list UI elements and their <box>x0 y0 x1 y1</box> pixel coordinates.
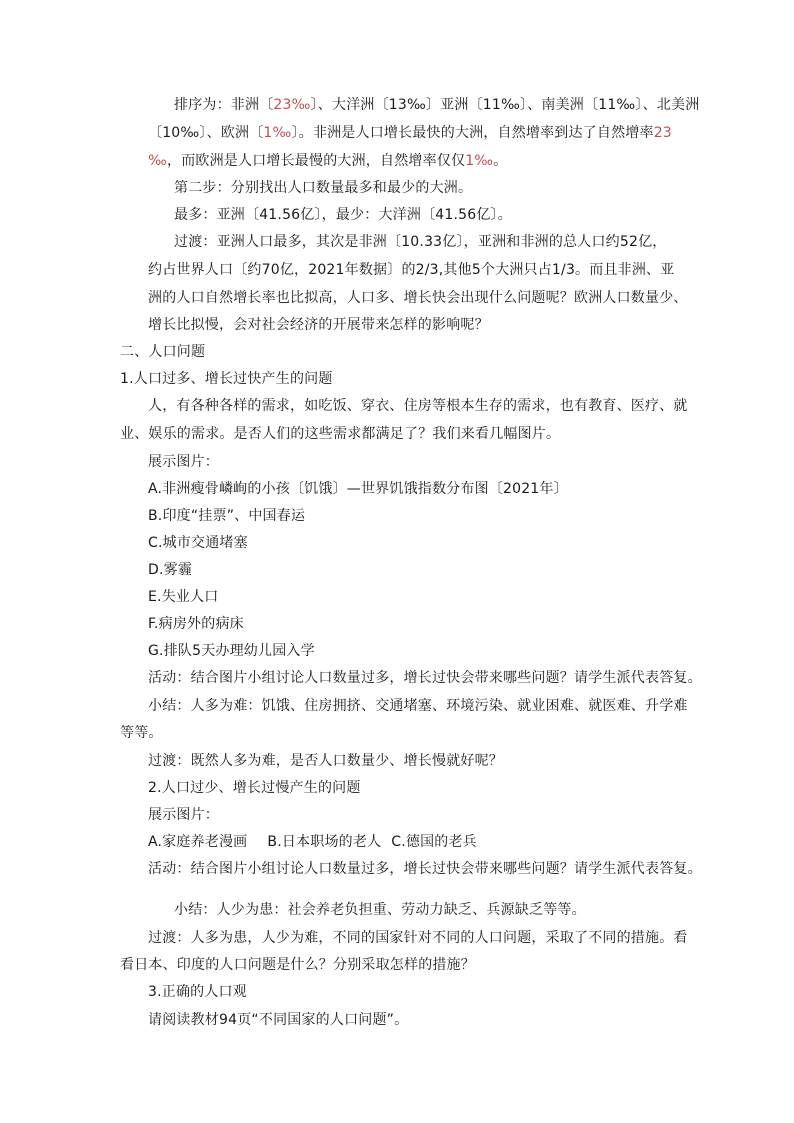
transition-3-line-2: 看日本、印度的人口问题是什么？分别采取怎样的措施？ <box>120 957 475 973</box>
picture-item: D.雾霾 <box>148 562 193 578</box>
summary-1-line-2: 等等。 <box>120 725 163 741</box>
transition-3-line-1: 过渡：人多为患，人少为难，不同的国家针对不同的人口问题，采取了不同的措施。看 <box>148 930 688 946</box>
show-pictures-label-2: 展示图片： <box>148 807 219 823</box>
picture-item: C.德国的老兵 <box>391 834 477 850</box>
picture-item: G.排队5天办理幼儿园入学 <box>148 643 315 659</box>
transition-1-line-3: 洲的人口自然增长率也比拟高，人口多、增长快会出现什么问题呢？欧洲人口数量少、 <box>148 290 688 306</box>
subsection-3-heading: 3.正确的人口观 <box>148 984 247 1000</box>
highlight-africa-rate: 23‰ <box>273 97 311 113</box>
summary-2: 小结：人少为患：社会养老负担重、劳动力缺乏、兵源缺乏等等。 <box>174 902 586 918</box>
highlight-europe-rate-2: 1‰ <box>465 153 494 169</box>
ranking-line-2 <box>148 124 672 142</box>
text-run: 。 <box>493 153 508 169</box>
transition-1-line-4: 增长比拟慢，会对社会经济的开展带来怎样的影响呢？ <box>148 317 489 333</box>
text-run: 排序为：非洲〔 <box>174 97 274 113</box>
section-heading: 二、人口问题 <box>120 344 206 360</box>
picture-item: B.印度“挂票”、中国春运 <box>148 508 306 524</box>
picture-item: E.失业人口 <box>148 589 219 605</box>
text-run: 〕、大洋洲〔13‰〕亚洲〔11‰〕、南美洲〔11‰〕、北美洲 <box>310 97 700 113</box>
text-run: 〔10‰〕、欧洲〔 <box>148 125 264 141</box>
picture-item: A.非洲瘦骨嶙峋的小孩〔饥饿〕—世界饥饿指数分布图〔2021年〕 <box>148 481 568 497</box>
pictures-2-line <box>148 833 477 851</box>
intro-line-1: 人，有各种各样的需求，如吃饭、穿衣、住房等根本生存的需求，也有教育、医疗、就 <box>148 398 688 414</box>
step-two: 第二步：分别找出人口数量最多和最少的大洲。 <box>174 180 473 196</box>
ranking-line-1 <box>174 96 699 114</box>
transition-1-line-1: 过渡：亚洲人口最多，其次是非洲〔10.33亿〕，亚洲和非洲的总人口约52亿， <box>174 234 667 250</box>
subsection-2-heading: 2.人口过少、增长过慢产生的问题 <box>148 780 361 796</box>
reading-instruction: 请阅读教材94页“不同国家的人口问题”。 <box>148 1012 409 1028</box>
picture-item: A.家庭养老漫画 <box>148 834 248 850</box>
intro-line-2: 业、娱乐的需求。是否人们的这些需求都满足了？我们来看几幅图片。 <box>120 426 561 442</box>
transition-1-line-2: 约占世界人口〔约70亿，2021年数据〕的2/3,其他5个大洲只占1/3。而且非洲、亚 <box>148 262 675 278</box>
highlight-europe-rate: 1‰ <box>263 125 292 141</box>
activity-2: 活动：结合图片小组讨论人口数量过多，增长过快会带来哪些问题？请学生派代表答复。 <box>148 861 702 877</box>
picture-item: C.城市交通堵塞 <box>148 535 248 551</box>
picture-item: B.日本职场的老人 <box>267 834 382 850</box>
highlight-permille: ‰ <box>148 153 167 169</box>
text-run: 〕。非洲是人口增长最快的大洲，自然增率到达了自然增率 <box>291 125 654 141</box>
highlight-number: 23 <box>653 125 672 141</box>
transition-2: 过渡：既然人多为难，是否人口数量少、增长慢就好呢？ <box>148 753 503 769</box>
ranking-line-3 <box>148 152 508 170</box>
most-least-line: 最多：亚洲〔41.56亿〕，最少：大洋洲〔41.56亿〕。 <box>174 207 512 223</box>
subsection-1-heading: 1.人口过多、增长过快产生的问题 <box>120 371 333 387</box>
picture-item: F.病房外的病床 <box>148 616 244 632</box>
summary-1-line-1: 小结：人多为难：饥饿、住房拥挤、交通堵塞、环境污染、就业困难、就医难、升学难 <box>148 698 688 714</box>
show-pictures-label: 展示图片： <box>148 454 219 470</box>
activity-1: 活动：结合图片小组讨论人口数量过多，增长过快会带来哪些问题？请学生派代表答复。 <box>148 670 702 686</box>
text-run: ，而欧洲是人口增长最慢的大洲，自然增率仅仅 <box>167 153 466 169</box>
